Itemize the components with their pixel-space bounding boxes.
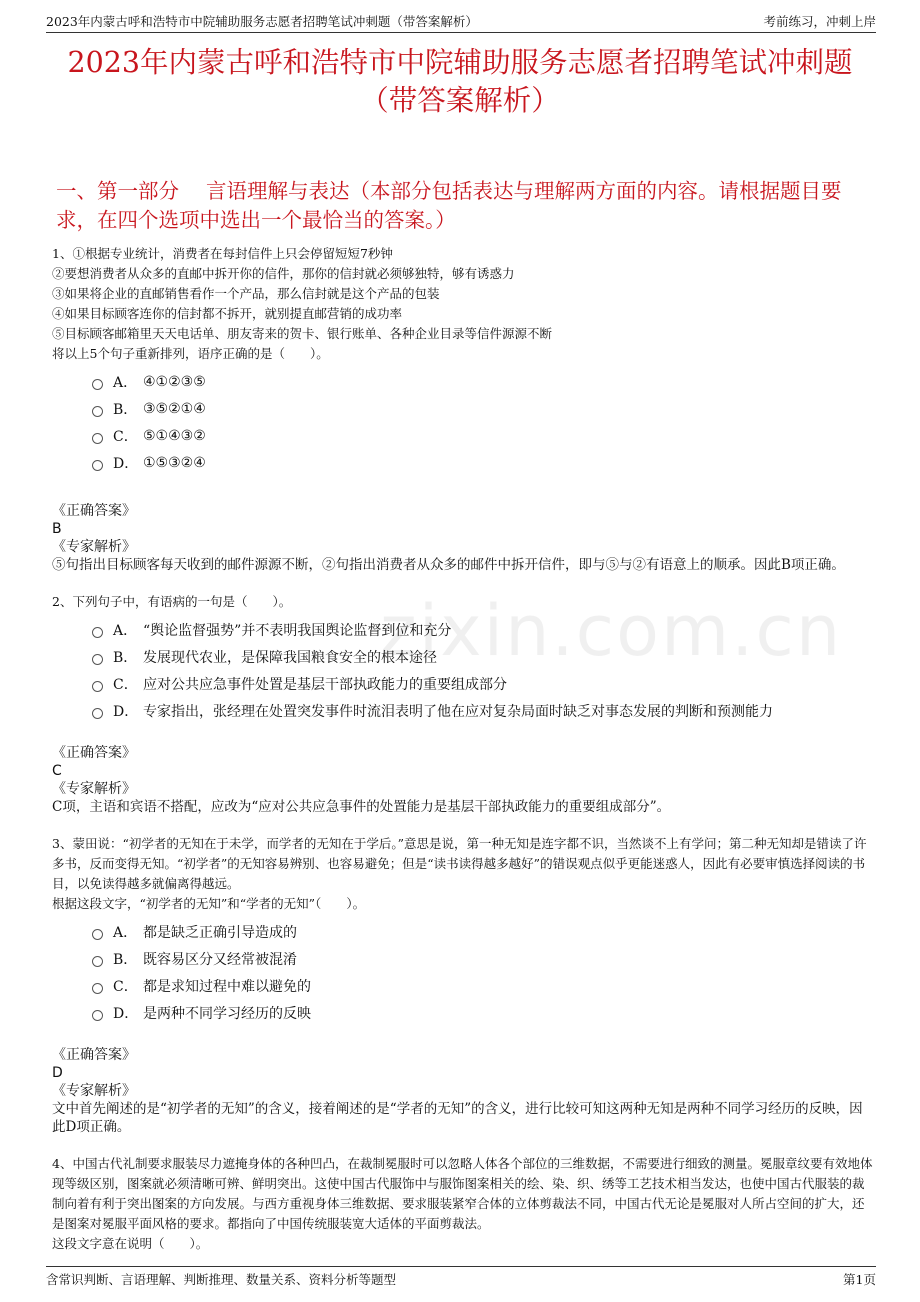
option-letter: C． — [113, 978, 138, 995]
answer-block — [52, 1046, 876, 1136]
answer-value: B — [52, 521, 62, 537]
option-list — [92, 616, 876, 724]
radio-icon[interactable] — [92, 929, 103, 940]
option-text: 是两种不同学习经历的反映 — [143, 1005, 311, 1022]
page-footer — [46, 1266, 876, 1288]
analysis-text: ⑤句指出目标顾客每天收到的邮件源源不断，②句指出消费者从众多的邮件中拆开信件，即与⑤与②有语意上的顺承。因此B项正确。 — [52, 557, 845, 573]
document-title — [40, 44, 880, 120]
option-b[interactable] — [92, 395, 876, 422]
stem-line: 根据这段文字，“初学者的无知”和“学者的无知”（ ）。 — [52, 896, 366, 911]
answer-label: 《正确答案》 — [52, 745, 136, 761]
stem-line: ④如果目标顾客连你的信封都不拆开，就别提直邮营销的成功率 — [52, 306, 403, 321]
section-heading: 一、第一部分 言语理解与表达（本部分包括表达与理解两方面的内容。请根据题目要求，在四个选项中选出一个最恰当的答案。） — [56, 179, 842, 232]
option-text: 发展现代农业，是保障我国粮食安全的根本途径 — [143, 649, 437, 666]
option-c[interactable] — [92, 972, 876, 999]
analysis-label: 《专家解析》 — [52, 539, 136, 555]
option-d[interactable] — [92, 449, 876, 476]
radio-icon[interactable] — [92, 406, 103, 417]
answer-label: 《正确答案》 — [52, 1047, 136, 1063]
option-letter: B． — [113, 951, 138, 968]
question-list — [52, 244, 876, 1254]
question-stem — [52, 592, 876, 612]
option-letter: C． — [113, 428, 138, 445]
stem-line: 将以上5个句子重新排列，语序正确的是（ ）。 — [52, 346, 329, 361]
option-text: 专家指出，张经理在处置突发事件时流泪表明了他在应对复杂局面时缺乏对事态发展的判断和预测能力 — [143, 703, 773, 720]
answer-value: D — [52, 1065, 63, 1081]
option-a[interactable] — [92, 616, 876, 643]
radio-icon[interactable] — [92, 654, 103, 665]
option-list — [92, 368, 876, 476]
answer-label: 《正确答案》 — [52, 503, 136, 519]
option-letter: A． — [113, 924, 138, 941]
option-letter: C． — [113, 676, 138, 693]
header-right-text: 考前练习，冲刺上岸 — [763, 14, 876, 29]
answer-block — [52, 502, 876, 574]
question-4 — [52, 1154, 876, 1254]
option-text: ⑤①④③② — [143, 427, 206, 444]
question-stem — [52, 834, 876, 914]
option-a[interactable] — [92, 918, 876, 945]
radio-icon[interactable] — [92, 983, 103, 994]
option-text: 都是求知过程中难以避免的 — [143, 978, 311, 995]
radio-icon[interactable] — [92, 681, 103, 692]
option-d[interactable] — [92, 697, 876, 724]
option-d[interactable] — [92, 999, 876, 1026]
stem-line: ③如果将企业的直邮销售看作一个产品，那么信封就是这个产品的包装 — [52, 286, 440, 301]
option-c[interactable] — [92, 422, 876, 449]
stem-line: 2、下列句子中，有语病的一句是（ ）。 — [52, 594, 292, 609]
analysis-label: 《专家解析》 — [52, 1083, 136, 1099]
question-stem — [52, 244, 876, 364]
option-b[interactable] — [92, 643, 876, 670]
option-letter: B． — [113, 401, 138, 418]
option-text: 都是缺乏正确引导造成的 — [143, 924, 297, 941]
answer-value: C — [52, 763, 62, 779]
radio-icon[interactable] — [92, 1010, 103, 1021]
answer-block — [52, 744, 876, 816]
option-letter: A． — [113, 622, 138, 639]
question-3 — [52, 834, 876, 1136]
analysis-text: C项，主语和宾语不搭配，应改为“应对公共应急事件的处置能力是基层干部执政能力的重要组成部分”。 — [52, 799, 671, 815]
option-text: ③⑤②①④ — [143, 400, 206, 417]
option-text: ①⑤③②④ — [143, 454, 206, 471]
option-b[interactable] — [92, 945, 876, 972]
analysis-text: 文中首先阐述的是“初学者的无知”的含义，接着阐述的是“学者的无知”的含义，进行比较可知这两种无知是两种不同学习经历的反映，因此D项正确。 — [52, 1101, 863, 1135]
page-header — [46, 8, 876, 33]
analysis-label: 《专家解析》 — [52, 781, 136, 797]
footer-left-text: 含常识判断、言语理解、判断推理、数量关系、资料分析等题型 — [46, 1272, 397, 1287]
radio-icon[interactable] — [92, 627, 103, 638]
radio-icon[interactable] — [92, 433, 103, 444]
radio-icon[interactable] — [92, 708, 103, 719]
option-letter: D． — [113, 1005, 139, 1022]
option-a[interactable] — [92, 368, 876, 395]
option-text: “舆论监督强势”并不表明我国舆论监督到位和充分 — [143, 622, 452, 639]
title-line-1: 2023年内蒙古呼和浩特市中院辅助服务志愿者招聘笔试冲刺题 — [67, 46, 853, 79]
radio-icon[interactable] — [92, 460, 103, 471]
option-letter: D． — [113, 703, 139, 720]
stem-line: 4、中国古代礼制要求服装尽力遮掩身体的各种凹凸，在裁制冕服时可以忽略人体各个部位的三维数据，不需要进行细致的测量。冕服章纹要有效地体现等级区别，图案就必须清晰可辨、鲜明突出。这使中国古代服饰中与服饰图案相关的绘、染、织、绣等工艺技术相当发达，也使中国古代服装的裁制向着有利于突出图案的方向发展。与西方重视身体三维数据、要求服装紧窄合体的立体剪裁法不同，中国古代无论是冕服对人所占空间的扩大，还是图案对冕服平面风格的要求。都指向了中国传统服装宽大适体的平面剪裁法。 — [52, 1156, 873, 1231]
stem-line: 1、①根据专业统计，消费者在每封信件上只会停留短短7秒钟 — [52, 246, 393, 261]
option-letter: A． — [113, 374, 138, 391]
stem-line: ②要想消费者从众多的直邮中拆开你的信件，那你的信封就必须够独特，够有诱惑力 — [52, 266, 515, 281]
option-text: 应对公共应急事件处置是基层干部执政能力的重要组成部分 — [143, 676, 507, 693]
question-2 — [52, 592, 876, 816]
title-line-2: （带答案解析） — [360, 84, 560, 117]
question-stem — [52, 1154, 876, 1254]
stem-line: 这段文字意在说明（ ）。 — [52, 1236, 209, 1251]
option-letter: D． — [113, 455, 139, 472]
stem-line: 3、蒙田说：“初学者的无知在于未学，而学者的无知在于学后。”意思是说，第一种无知是连字都不识，当然谈不上有学问；第二种无知却是错读了许多书，反而变得无知。“初学者”的无知容易辨别、也容易避免；但是“读书读得越多越好”的错误观点似乎更能迷惑人，因此有必要审慎选择阅读的书目，以免读得越多就偏离得越远。 — [52, 836, 867, 891]
option-text: ④①②③⑤ — [143, 373, 206, 390]
option-c[interactable] — [92, 670, 876, 697]
question-1 — [52, 244, 876, 574]
radio-icon[interactable] — [92, 379, 103, 390]
stem-line: ⑤目标顾客邮箱里天天电话单、朋友寄来的贺卡、银行账单、各种企业目录等信件源源不断 — [52, 326, 553, 341]
option-letter: B． — [113, 649, 138, 666]
option-text: 既容易区分又经常被混淆 — [143, 951, 297, 968]
watermark: zixin.com.cn — [380, 590, 843, 672]
option-list — [92, 918, 876, 1026]
radio-icon[interactable] — [92, 956, 103, 967]
page-number: 第1页 — [843, 1272, 876, 1287]
header-left-text: 2023年内蒙古呼和浩特市中院辅助服务志愿者招聘笔试冲刺题（带答案解析） — [46, 14, 478, 29]
